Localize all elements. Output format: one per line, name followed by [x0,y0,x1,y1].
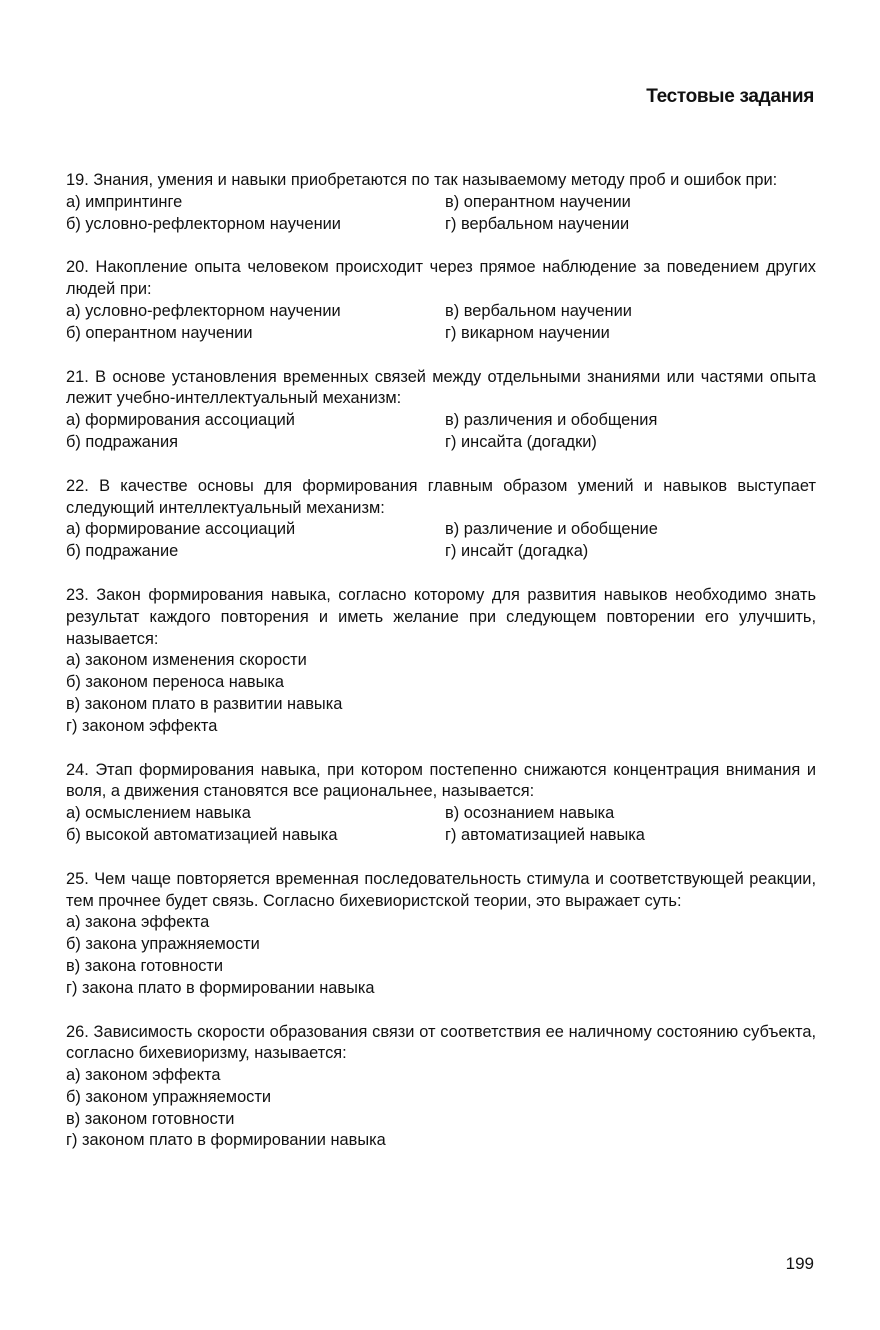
running-head: Тестовые задания [646,86,814,107]
option: б) законом переноса навыка [66,673,285,692]
option: в) законом плато в развитии навыка [66,694,343,713]
option: в) закона готовности [66,956,224,975]
option: б) законом упражняемости [66,1087,272,1106]
options [66,301,816,345]
option: г) инсайт (догадка) [445,542,589,561]
option: в) оперантном научении [445,192,631,211]
option: а) закона эффекта [66,913,210,932]
question-25 [66,869,816,1000]
option: а) условно-рефлекторном научении [66,301,341,320]
options [66,912,816,999]
option: г) викарном научении [445,323,610,342]
options [66,519,816,563]
option: а) законом изменения скорости [66,651,307,670]
question-stem: 24. Этап формирования навыка, при котором постепенно снижаются концентрация внимания и воля, а движения становятся все рациональнее, называется: [66,760,816,801]
question-23 [66,585,816,738]
question-20 [66,257,816,344]
option: б) подражание [66,542,179,561]
question-19 [66,170,816,235]
option: г) инсайта (догадки) [445,432,597,451]
question-stem: 23. Закон формирования навыка, согласно которому для развития навыков необходимо знать результат каждого повторения и иметь желание при следующем повторении его улучшить, называется: [66,585,816,648]
question-24 [66,760,816,847]
option: в) законом готовности [66,1109,235,1128]
page-number: 199 [785,1254,814,1273]
option: а) формирования ассоциаций [66,411,295,430]
options [66,803,816,847]
option: в) вербальном научении [445,301,632,320]
question-22 [66,476,816,563]
option: а) формирование ассоциаций [66,520,296,539]
option: г) автоматизацией навыка [445,825,645,844]
option: б) условно-рефлекторном научении [66,214,341,233]
option: б) оперантном научении [66,323,253,342]
option: б) высокой автоматизацией навыка [66,825,338,844]
option: г) законом плато в формировании навыка [66,1131,386,1150]
option: г) законом эффекта [66,716,218,735]
options [66,1065,816,1152]
option: а) осмыслением навыка [66,804,251,823]
question-21 [66,367,816,454]
option: б) подражания [66,432,178,451]
question-stem: 25. Чем чаще повторяется временная последовательность стимула и соответствующей реакции, тем прочнее будет связь. Согласно бихевиористской теории, это выражает суть: [66,869,816,910]
option: в) различения и обобщения [445,411,658,430]
option: в) различение и обобщение [445,520,658,539]
option: б) закона упражняемости [66,935,260,954]
option: а) законом эффекта [66,1066,221,1085]
option: а) импринтинге [66,192,183,211]
options [66,192,816,236]
questions-list [66,170,816,1174]
question-stem: 19. Знания, умения и навыки приобретаются по так называемому методу проб и ошибок при: [66,171,778,189]
option: в) осознанием навыка [445,804,615,823]
options [66,410,816,454]
options [66,650,816,737]
question-26 [66,1022,816,1153]
option: г) вербальном научении [445,214,630,233]
question-stem: 22. В качестве основы для формирования главным образом умений и навыков выступает следующий интеллектуальный механизм: [66,476,816,517]
option: г) закона плато в формировании навыка [66,978,375,997]
question-stem: 26. Зависимость скорости образования связи от соответствия ее наличному состоянию субъекта, согласно бихевиоризму, называется: [66,1022,816,1063]
question-stem: 20. Накопление опыта человеком происходит через прямое наблюдение за поведением других людей при: [66,258,816,299]
question-stem: 21. В основе установления временных связей между отдельными знаниями или частями опыта лежит учебно-интеллектуальный механизм: [66,367,816,408]
